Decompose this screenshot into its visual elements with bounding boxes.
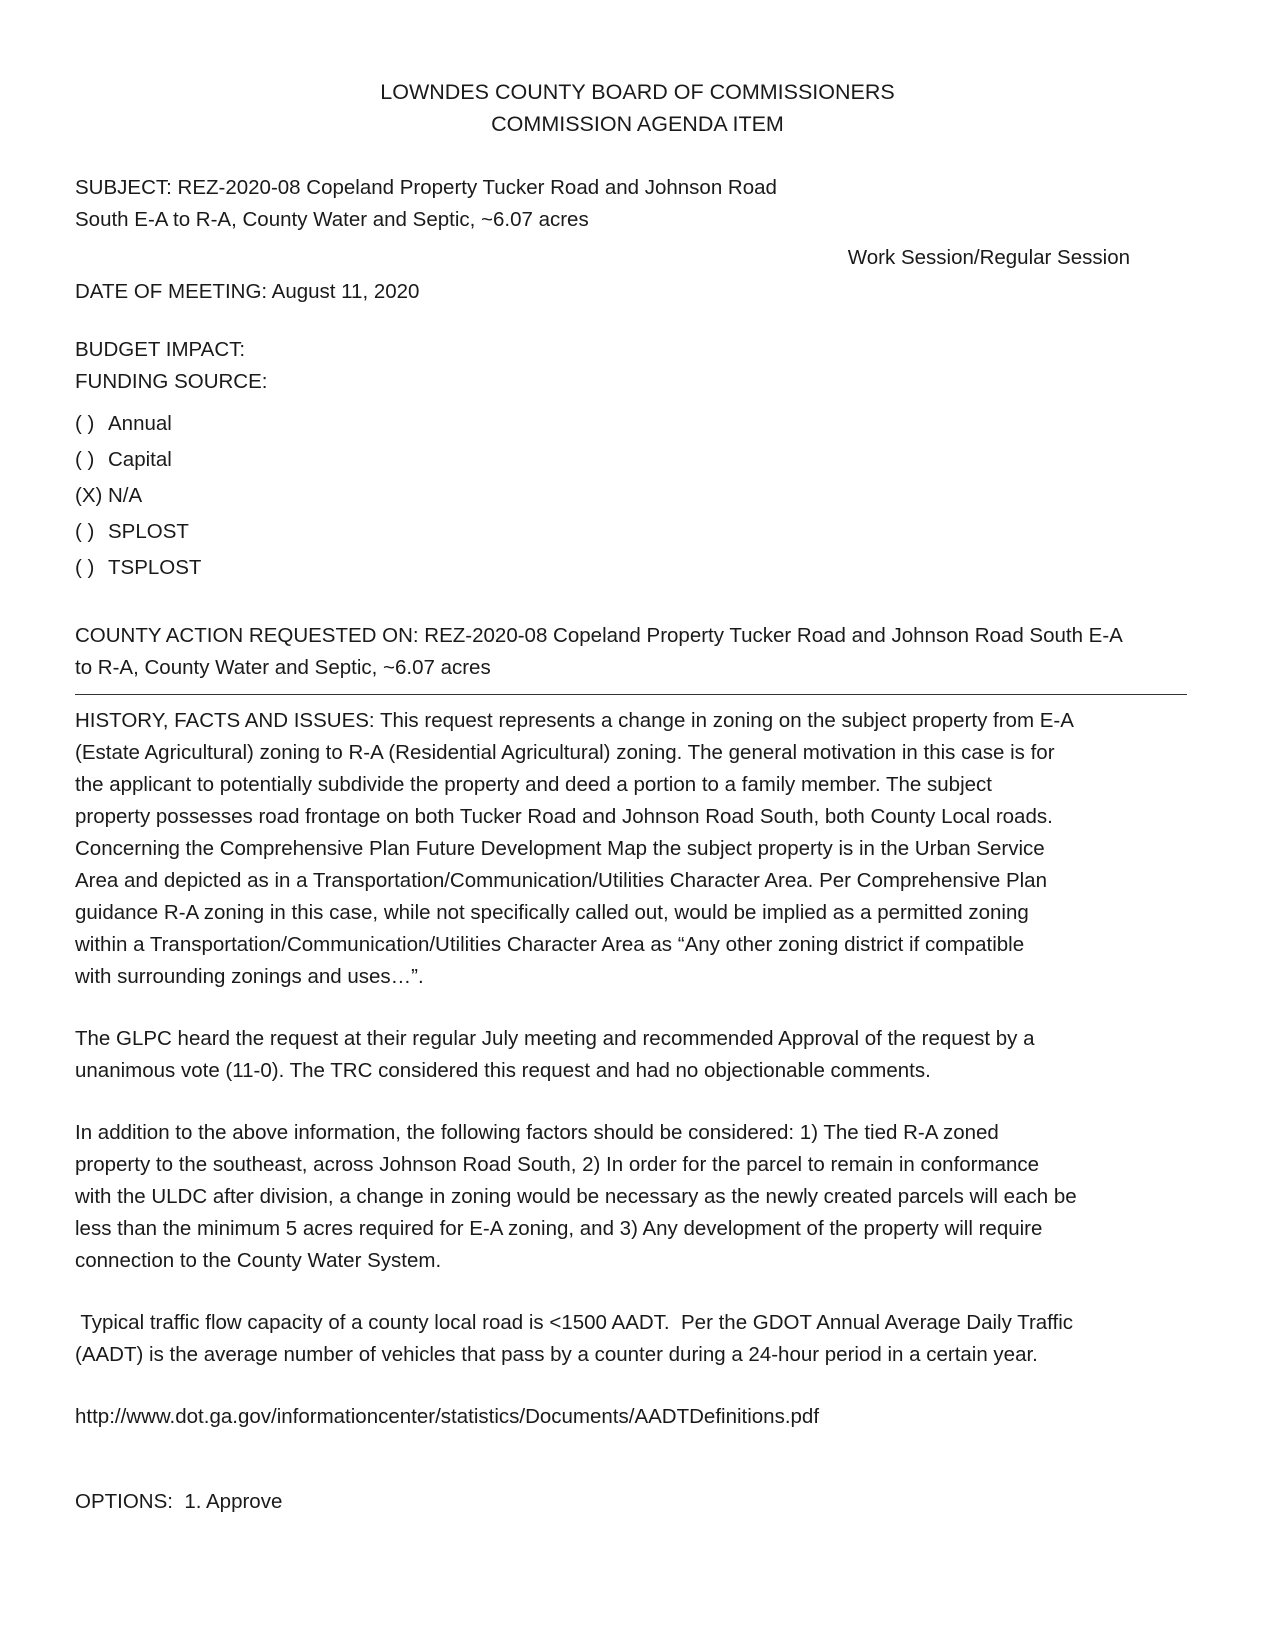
subject-line-2: South E-A to R-A, County Water and Septic, ~6.07 acres bbox=[75, 208, 589, 231]
meeting-date-text: DATE OF MEETING: August 11, 2020 bbox=[75, 280, 420, 303]
reference-url-paragraph bbox=[75, 1401, 1195, 1433]
text-line: the applicant to potentially subdivide the property and deed a portion to a family member. The subject bbox=[75, 773, 992, 796]
checkbox-mark: ( ) bbox=[75, 556, 95, 579]
funding-option-na bbox=[75, 478, 1195, 514]
text-line: guidance R-A zoning in this case, while not specifically called out, would be implied as a permitted zoning bbox=[75, 901, 1029, 924]
text-line: with the ULDC after division, a change in zoning would be necessary as the newly created parcels will each be bbox=[75, 1185, 1077, 1208]
checkbox-mark: ( ) bbox=[75, 448, 95, 471]
text-line: (AADT) is the average number of vehicles that pass by a counter during a 24-hour period in a certain year. bbox=[75, 1343, 1038, 1366]
options-line: OPTIONS: 1. Approve bbox=[75, 1490, 283, 1513]
checkbox-mark: (X) bbox=[75, 484, 103, 507]
text-line: less than the minimum 5 acres required for E-A zoning, and 3) Any development of the property will require bbox=[75, 1217, 1043, 1240]
text-line: In addition to the above information, the following factors should be considered: 1) The tied R-A zoned bbox=[75, 1121, 999, 1144]
text-line: The GLPC heard the request at their regular July meeting and recommended Approval of the request by a bbox=[75, 1027, 1035, 1050]
text-line: (Estate Agricultural) zoning to R-A (Residential Agricultural) zoning. The general motivation in this case is for bbox=[75, 741, 1055, 764]
funding-option-label: Annual bbox=[108, 412, 172, 435]
reference-url[interactable]: http://www.dot.ga.gov/informationcenter/statistics/Documents/AADTDefinitions.pdf bbox=[75, 1405, 820, 1428]
funding-options-list bbox=[75, 406, 1195, 586]
funding-option-splost bbox=[75, 514, 1195, 550]
budget-impact-label: BUDGET IMPACT: bbox=[75, 338, 246, 361]
funding-option-annual bbox=[75, 406, 1195, 442]
funding-option-capital bbox=[75, 442, 1195, 478]
action-line-2: to R-A, County Water and Septic, ~6.07 acres bbox=[75, 656, 491, 679]
text-line: Typical traffic flow capacity of a county local road is <1500 AADT. Per the GDOT Annual Average Daily Traffic bbox=[75, 1311, 1073, 1334]
subject-line-1: SUBJECT: REZ-2020-08 Copeland Property Tucker Road and Johnson Road bbox=[75, 176, 777, 199]
text-line: HISTORY, FACTS AND ISSUES: This request represents a change in zoning on the subject property from E-A bbox=[75, 709, 1074, 732]
checkbox-mark: ( ) bbox=[75, 520, 95, 543]
funding-option-label: TSPLOST bbox=[108, 556, 202, 579]
doc-type-title: COMMISSION AGENDA ITEM bbox=[491, 112, 784, 136]
text-line: unanimous vote (11-0). The TRC considered this request and had no objectionable comments. bbox=[75, 1059, 931, 1082]
history-paragraph-2 bbox=[75, 1023, 1195, 1087]
text-line: property possesses road frontage on both Tucker Road and Johnson Road South, both County Local roads. bbox=[75, 805, 1053, 828]
history-section bbox=[75, 705, 1195, 1463]
history-paragraph-3 bbox=[75, 1117, 1195, 1277]
text-line: Area and depicted as in a Transportation/Communication/Utilities Character Area. Per Comprehensive Plan bbox=[75, 869, 1047, 892]
meeting-date bbox=[75, 276, 1195, 308]
checkbox-mark: ( ) bbox=[75, 412, 95, 435]
text-line: connection to the County Water System. bbox=[75, 1249, 442, 1272]
text-line: property to the southeast, across Johnson Road South, 2) In order for the parcel to remain in conformance bbox=[75, 1153, 1040, 1176]
org-title: LOWNDES COUNTY BOARD OF COMMISSIONERS bbox=[380, 80, 895, 104]
funding-option-label: SPLOST bbox=[108, 520, 189, 543]
action-requested-section bbox=[75, 620, 1187, 695]
budget-section bbox=[75, 334, 1195, 398]
funding-option-tsplost bbox=[75, 550, 1195, 586]
session-type: Work Session/Regular Session bbox=[847, 246, 1130, 269]
funding-option-label: Capital bbox=[108, 448, 172, 471]
action-line-1: COUNTY ACTION REQUESTED ON: REZ-2020-08 Copeland Property Tucker Road and Johnson Road South E-A bbox=[75, 624, 1123, 647]
history-paragraph-4 bbox=[75, 1307, 1195, 1371]
funding-option-label: N/A bbox=[108, 484, 143, 507]
text-line: within a Transportation/Communication/Utilities Character Area as “Any other zoning district if compatible bbox=[75, 933, 1025, 956]
history-paragraph-1 bbox=[75, 705, 1195, 993]
document-header bbox=[0, 76, 1275, 140]
subject-section bbox=[75, 172, 1195, 236]
text-line: Concerning the Comprehensive Plan Future Development Map the subject property is in the Urban Service bbox=[75, 837, 1045, 860]
funding-source-label: FUNDING SOURCE: bbox=[75, 370, 268, 393]
text-line: with surrounding zonings and uses…”. bbox=[75, 965, 424, 988]
